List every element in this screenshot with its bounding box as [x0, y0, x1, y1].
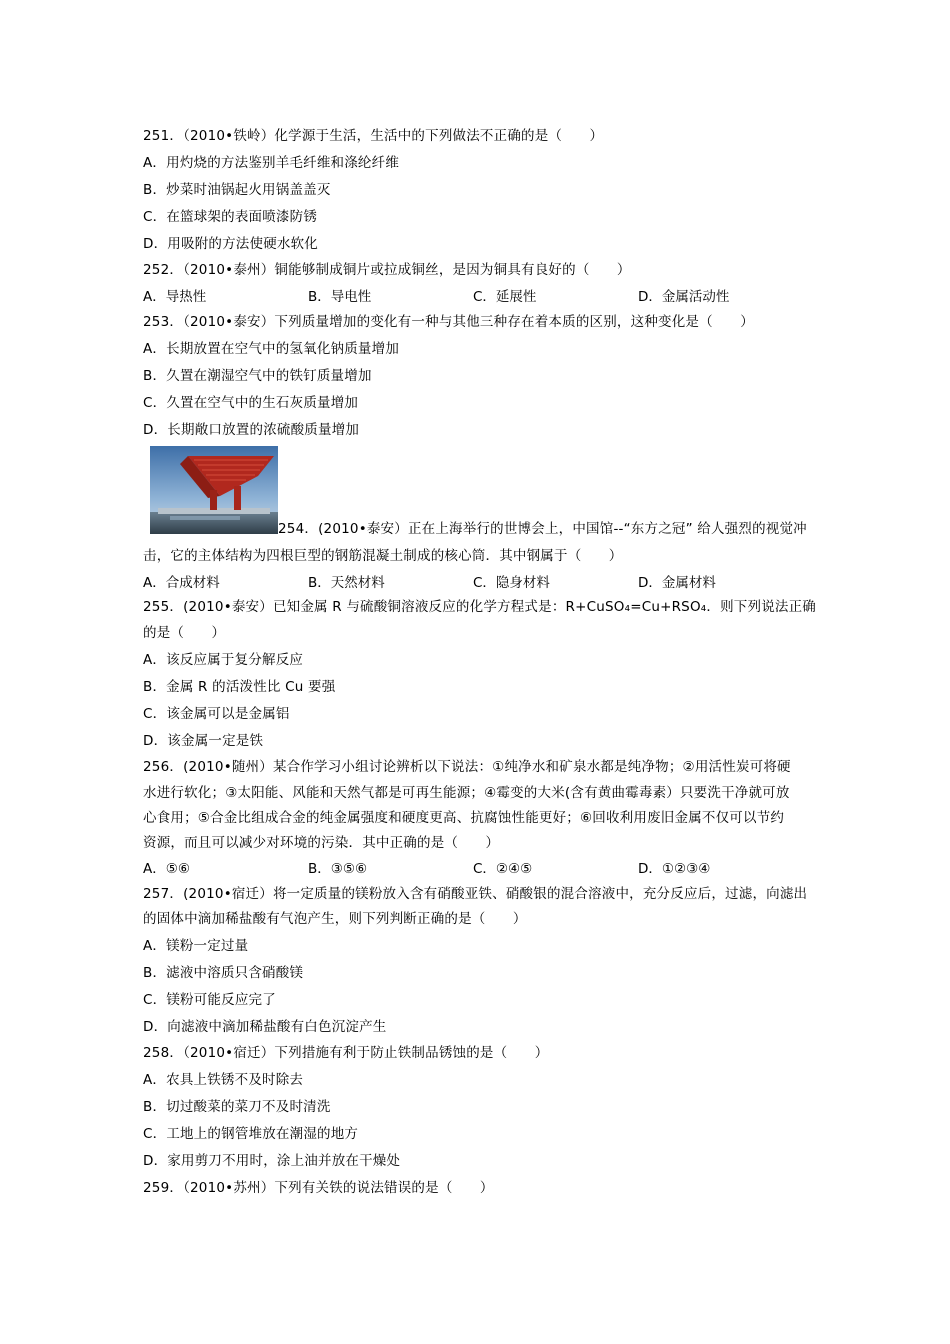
question-251-option-a: A．用灼烧的方法鉴别羊毛纤维和涤纶纤维	[143, 155, 400, 171]
question-255-stem-line1: 255．(2010•泰安）已知金属 R 与硫酸铜溶液反应的化学方程式是：R+CuSO₄=Cu+RSO₄．则下列说法正确	[143, 599, 816, 615]
question-254-stem-line1: 254．(2010•泰安）正在上海举行的世博会上，中国馆--“东方之冠” 给人强烈的视觉冲	[278, 521, 807, 537]
question-251-option-d: D．用吸附的方法使硬水软化	[143, 236, 318, 252]
question-258-stem: 258．（2010•宿迁）下列措施有利于防止铁制品锈蚀的是（ ）	[143, 1045, 549, 1061]
question-255-option-b: B．金属 R 的活泼性比 Cu 要强	[143, 679, 336, 695]
question-256-option-c: C．②④⑤	[473, 861, 533, 877]
question-256-option-a: A．⑤⑥	[143, 861, 190, 877]
question-258-option-d: D．家用剪刀不用时，涂上油并放在干燥处	[143, 1153, 401, 1169]
question-258-option-c: C．工地上的钢管堆放在潮湿的地方	[143, 1126, 359, 1142]
question-255-option-a: A．该反应属于复分解反应	[143, 652, 304, 668]
question-251-stem: 251．（2010•铁岭）化学源于生活，生活中的下列做法不正确的是（ ）	[143, 128, 604, 144]
question-254-stem-line2: 击，它的主体结构为四根巨型的钢筋混凝土制成的核心筒．其中钢属于（ ）	[143, 548, 623, 564]
question-256-stem-line3: 心食用；⑤合金比组成合金的纯金属强度和硬度更高、抗腐蚀性能更好；⑥回收利用废旧金属不仅可以节约	[143, 810, 785, 826]
question-252-option-b: B．导电性	[308, 289, 372, 305]
question-254-option-d: D．金属材料	[638, 575, 716, 591]
question-259-stem: 259．（2010•苏州）下列有关铁的说法错误的是（ ）	[143, 1180, 494, 1196]
question-257-stem-line1: 257．(2010•宿迁）将一定质量的镁粉放入含有硝酸亚铁、硝酸银的混合溶液中，充分反应后，过滤，向滤出	[143, 886, 808, 902]
question-257-option-d: D．向滤液中滴加稀盐酸有白色沉淀产生	[143, 1019, 387, 1035]
question-255-stem-line2: 的是（ ）	[143, 625, 226, 641]
question-253-stem: 253．（2010•泰安）下列质量增加的变化有一种与其他三种存在着本质的区别，这种变化是（ ）	[143, 314, 754, 330]
question-252-option-c: C．延展性	[473, 289, 537, 305]
question-257-option-a: A．镁粉一定过量	[143, 938, 249, 954]
question-253-option-d: D．长期敞口放置的浓硫酸质量增加	[143, 422, 360, 438]
question-257-option-b: B．滤液中溶质只含硝酸镁	[143, 965, 304, 981]
question-251-option-b: B．炒菜时油锅起火用锅盖盖灭	[143, 182, 331, 198]
question-257-stem-line2: 的固体中滴加稀盐酸有气泡产生，则下列判断正确的是（ ）	[143, 911, 527, 927]
question-256-stem-line4: 资源，而且可以减少对环境的污染．其中正确的是（ ）	[143, 835, 500, 851]
question-251-option-c: C．在篮球架的表面喷漆防锈	[143, 209, 318, 225]
question-253-option-c: C．久置在空气中的生石灰质量增加	[143, 395, 359, 411]
question-258-option-a: A．农具上铁锈不及时除去	[143, 1072, 304, 1088]
question-256-option-d: D．①②③④	[638, 861, 711, 877]
china-pavilion-photo	[150, 446, 278, 534]
question-252-stem: 252．（2010•泰州）铜能够制成铜片或拉成铜丝，是因为铜具有良好的（ ）	[143, 262, 631, 278]
question-255-option-c: C．该金属可以是金属铝	[143, 706, 290, 722]
question-252-option-a: A．导热性	[143, 289, 207, 305]
question-255-option-d: D．该金属一定是铁	[143, 733, 264, 749]
question-256-option-b: B．③⑤⑥	[308, 861, 368, 877]
question-254-option-c: C．隐身材料	[473, 575, 550, 591]
question-252-option-d: D．金属活动性	[638, 289, 730, 305]
question-257-option-c: C．镁粉可能反应完了	[143, 992, 276, 1008]
question-254-option-b: B．天然材料	[308, 575, 385, 591]
question-253-option-a: A．长期放置在空气中的氢氧化钠质量增加	[143, 341, 400, 357]
question-256-stem-line1: 256．(2010•随州）某合作学习小组讨论辨析以下说法：①纯净水和矿泉水都是纯净物；②用活性炭可将硬	[143, 759, 791, 775]
question-256-stem-line2: 水进行软化；③太阳能、风能和天然气都是可再生能源；④霉变的大米(含有黄曲霉毒素）只要洗干净就可放	[143, 785, 790, 801]
question-253-option-b: B．久置在潮湿空气中的铁钉质量增加	[143, 368, 372, 384]
question-258-option-b: B．切过酸菜的菜刀不及时清洗	[143, 1099, 331, 1115]
question-254-option-a: A．合成材料	[143, 575, 220, 591]
